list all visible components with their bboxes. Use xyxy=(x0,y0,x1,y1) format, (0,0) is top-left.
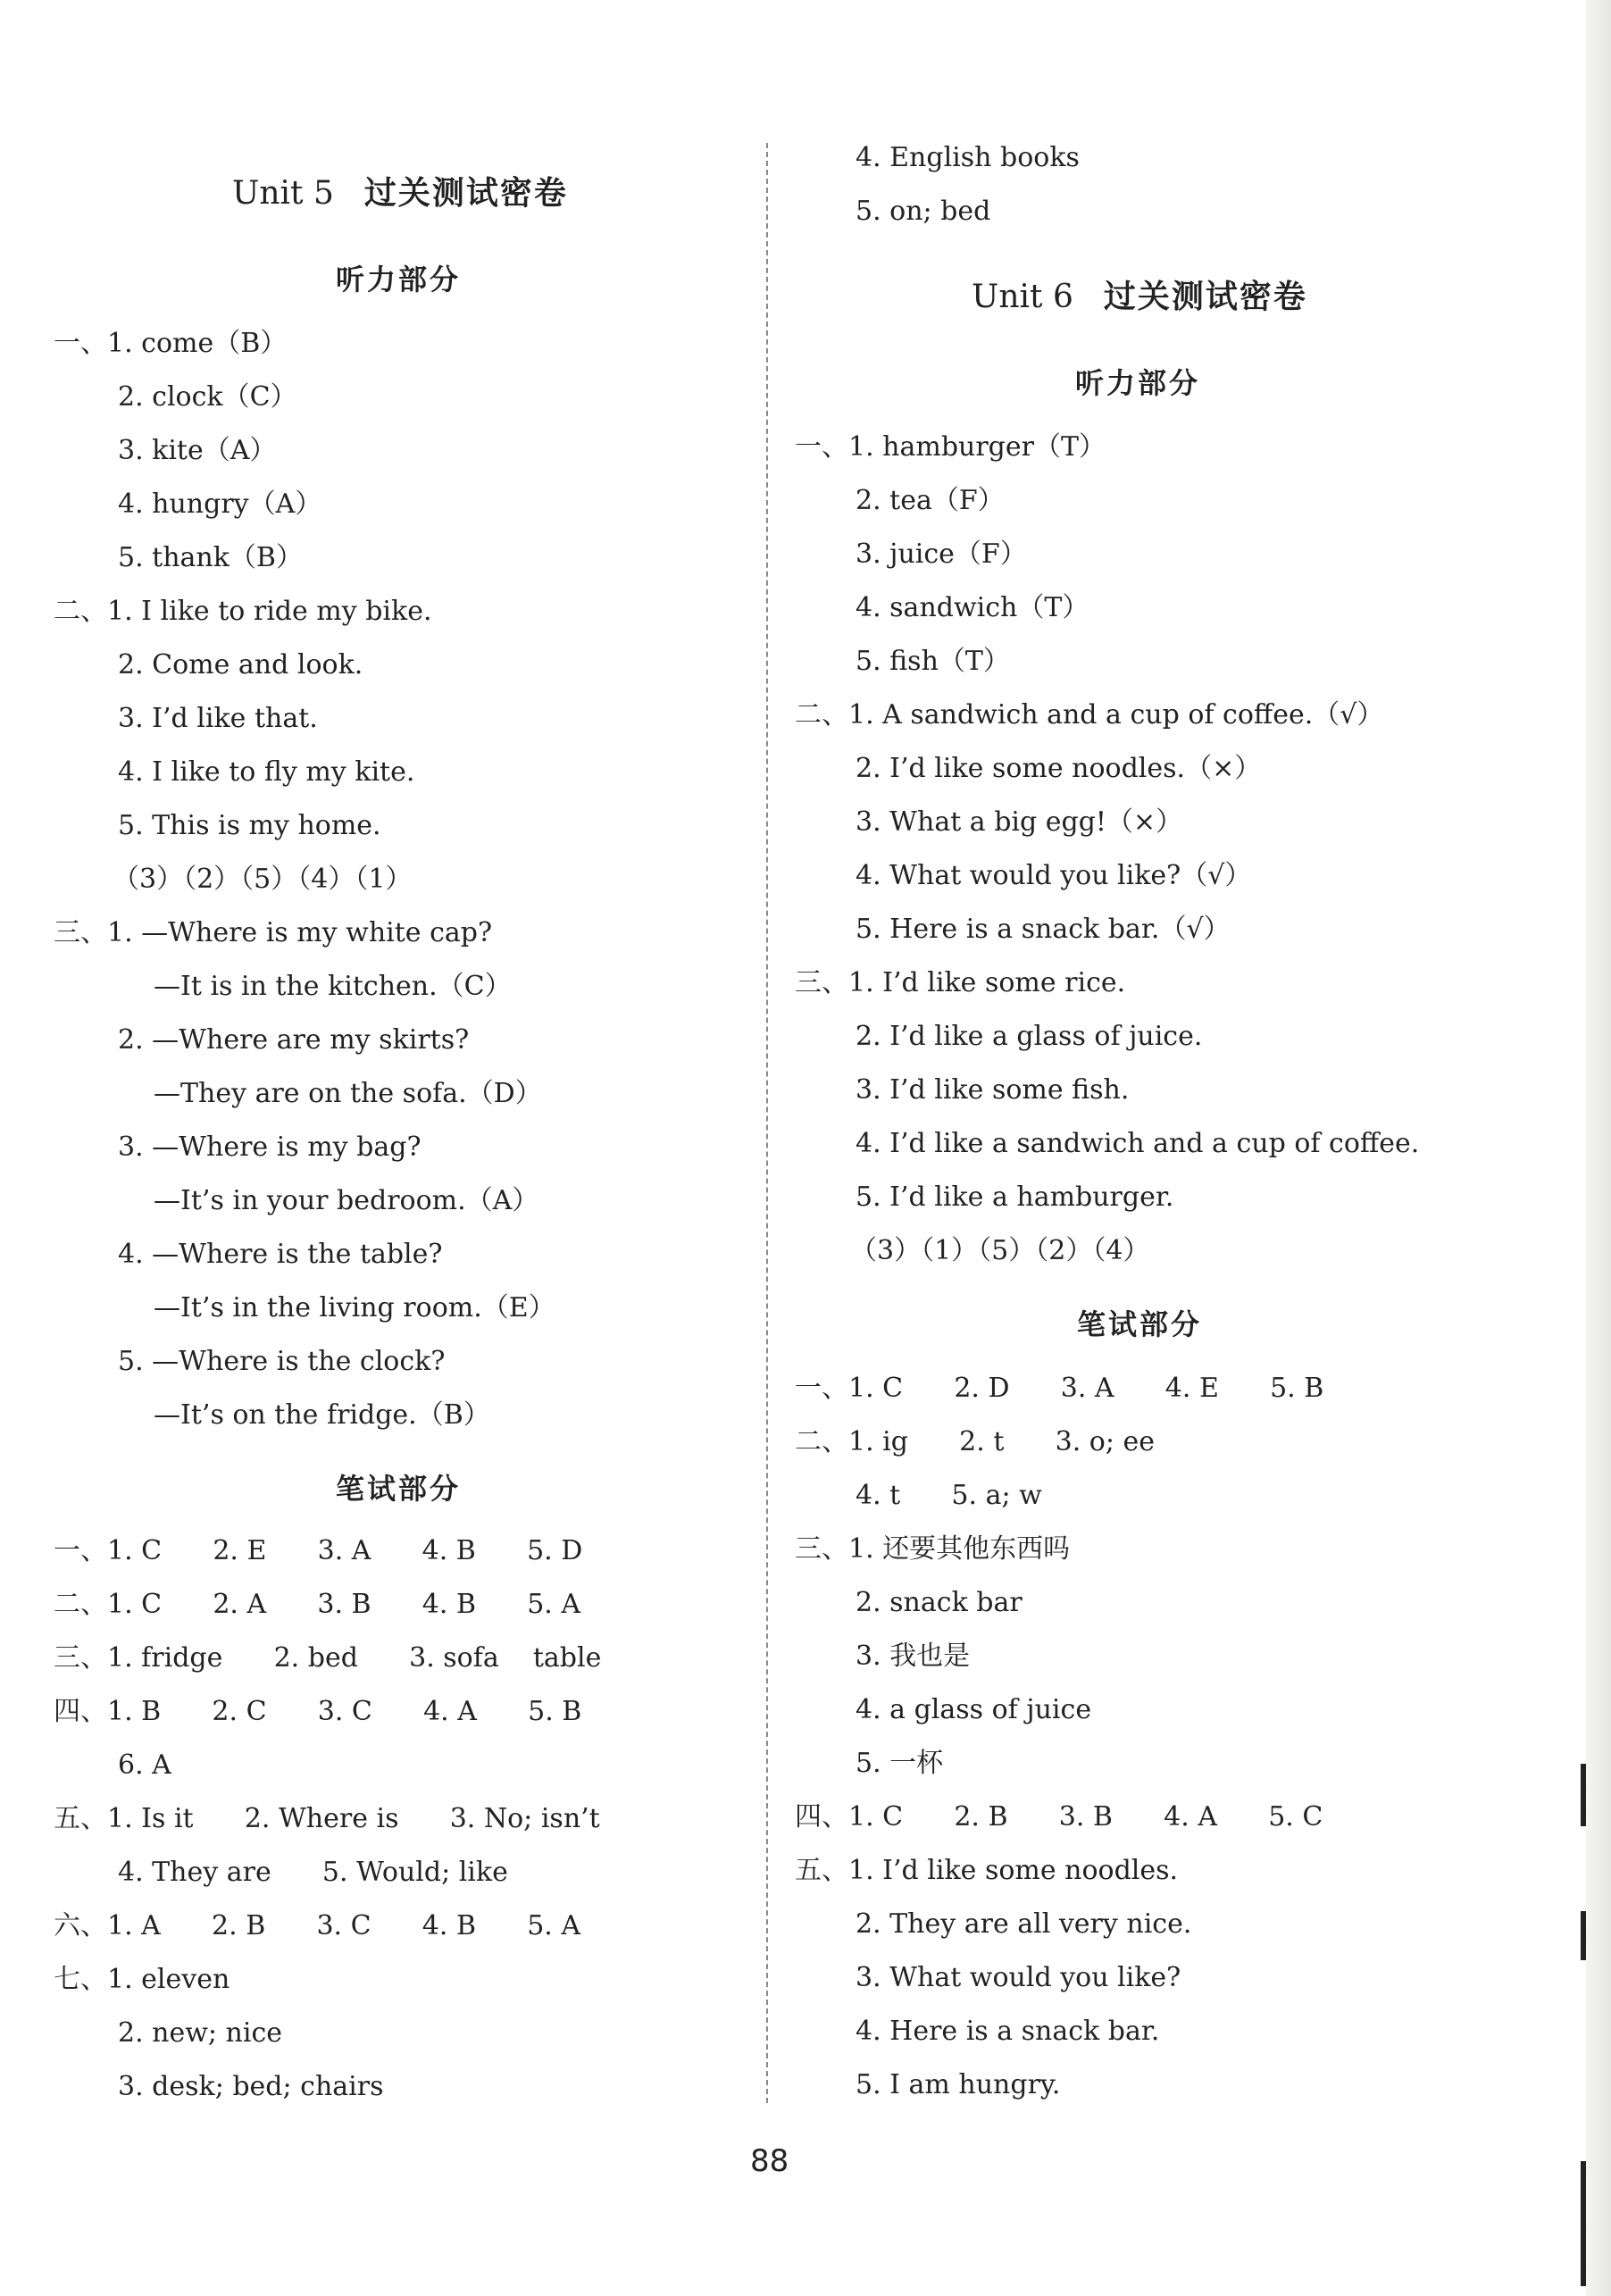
answer-line: 4. English books xyxy=(856,142,1080,173)
answer-line: 一、1. C 2. D 3. A 4. E 5. B xyxy=(795,1373,1324,1404)
unit-5-label: Unit 5 xyxy=(232,175,334,212)
answer-line: 4. What would you like?（√） xyxy=(856,860,1252,891)
answer-line: 3. kite（A） xyxy=(118,435,277,466)
unit-5-subtitle: 过关测试密卷 xyxy=(363,174,568,212)
answer-line: 五、1. Is it 2. Where is 3. No; isn’t xyxy=(54,1803,600,1834)
answer-line: 三、1. 还要其他东西吗 xyxy=(795,1533,1071,1565)
answer-line: 4. hungry（A） xyxy=(118,488,322,520)
unit-6-title xyxy=(972,271,1307,317)
answer-line: 四、1. B 2. C 3. C 4. A 5. B xyxy=(54,1696,582,1727)
column-divider xyxy=(766,143,768,2103)
answer-line: 三、1. I’d like some rice. xyxy=(795,967,1126,998)
answer-line: 一、1. C 2. E 3. A 4. B 5. D xyxy=(54,1535,583,1566)
answer-line: 二、1. C 2. A 3. B 4. B 5. A xyxy=(54,1589,581,1620)
answer-line: 4. a glass of juice xyxy=(856,1694,1092,1725)
answer-line: 二、1. A sandwich and a cup of coffee.（√） xyxy=(795,699,1384,731)
answer-line: 3. desk; bed; chairs xyxy=(118,2071,384,2102)
answer-line: 2. Come and look. xyxy=(118,649,363,680)
answer-line: 6. A xyxy=(118,1749,171,1781)
answer-line: —It is in the kitchen.（C） xyxy=(154,971,512,1002)
unit-6-written-heading: 笔试部分 xyxy=(1077,1307,1203,1341)
unit-6-label: Unit 6 xyxy=(972,279,1073,315)
answer-line: 5. I am hungry. xyxy=(856,2069,1061,2100)
answer-line: 3. 我也是 xyxy=(856,1641,971,1672)
edge-mark xyxy=(1581,1764,1586,1826)
answer-line: 5. Here is a snack bar.（√） xyxy=(856,914,1231,945)
answer-line: 5. 一杯 xyxy=(856,1748,944,1779)
unit-5-written-heading: 笔试部分 xyxy=(336,1472,462,1506)
answer-line: 4. I’d like a sandwich and a cup of coffee. xyxy=(856,1128,1420,1159)
answer-line: 4. —Where is the table? xyxy=(118,1239,443,1270)
answer-line: 六、1. A 2. B 3. C 4. B 5. A xyxy=(54,1910,581,1941)
answer-line: 4. t 5. a; w xyxy=(856,1480,1042,1511)
answer-line: 二、1. ig 2. t 3. o; ee xyxy=(795,1426,1155,1457)
answer-line: 2. new; nice xyxy=(118,2017,283,2049)
answer-line: 2. tea（F） xyxy=(856,485,1005,516)
edge-mark xyxy=(1581,1911,1586,1960)
answer-line: （3）（1）（5）（2）（4） xyxy=(850,1235,1150,1266)
answer-line: 二、1. I like to ride my bike. xyxy=(54,596,432,627)
answer-line: 3. What would you like? xyxy=(856,1962,1181,1993)
answer-line: 四、1. C 2. B 3. B 4. A 5. C xyxy=(795,1801,1323,1833)
answer-line: 2. —Where are my skirts? xyxy=(118,1024,470,1056)
answer-line: 三、1. —Where is my white cap? xyxy=(54,917,493,948)
page-edge-shadow xyxy=(1586,0,1611,2296)
answer-line: 2. They are all very nice. xyxy=(856,1908,1192,1940)
answer-line: 3. What a big egg!（×） xyxy=(856,806,1183,838)
answer-line: 2. I’d like a glass of juice. xyxy=(856,1021,1203,1052)
answer-line: —It’s in your bedroom.（A） xyxy=(154,1185,539,1216)
edge-mark xyxy=(1581,2161,1586,2286)
answer-line: 3. —Where is my bag? xyxy=(118,1131,422,1163)
answer-line: 4. I like to fly my kite. xyxy=(118,756,415,788)
answer-line: 5. on; bed xyxy=(856,196,991,227)
answer-line: 2. I’d like some noodles.（×） xyxy=(856,753,1262,784)
answer-line: 4. They are 5. Would; like xyxy=(118,1857,508,1888)
answer-line: —They are on the sofa.（D） xyxy=(154,1078,542,1109)
answer-line: 4. sandwich（T） xyxy=(856,592,1089,623)
answer-line: 一、1. hamburger（T） xyxy=(795,431,1106,463)
answer-line: 5. —Where is the clock? xyxy=(118,1346,446,1377)
unit-6-listening-heading: 听力部分 xyxy=(1075,366,1201,400)
answer-line: 3. I’d like some fish. xyxy=(856,1074,1130,1106)
answer-line: 五、1. I’d like some noodles. xyxy=(795,1855,1179,1886)
answer-line: 5. I’d like a hamburger. xyxy=(856,1181,1174,1213)
answer-line: 三、1. fridge 2. bed 3. sofa table xyxy=(54,1642,602,1674)
page-number: 88 xyxy=(750,2143,789,2179)
answer-line: 5. thank（B） xyxy=(118,542,303,573)
answer-line: 3. I’d like that. xyxy=(118,703,318,734)
unit-5-title xyxy=(232,168,568,213)
answer-line: 3. juice（F） xyxy=(856,539,1027,570)
answer-line: 2. clock（C） xyxy=(118,381,297,413)
answer-line: 一、1. come（B） xyxy=(54,328,288,359)
answer-line: 5. fish（T） xyxy=(856,646,1010,677)
answer-line: 5. This is my home. xyxy=(118,810,381,841)
answer-line: （3）（2）（5）（4）（1） xyxy=(113,864,413,895)
unit-5-listening-heading: 听力部分 xyxy=(336,263,462,296)
answer-line: 4. Here is a snack bar. xyxy=(856,2016,1160,2047)
answer-line: 七、1. eleven xyxy=(54,1964,230,1995)
answer-line: —It’s on the fridge.（B） xyxy=(154,1399,490,1431)
answer-line: —It’s in the living room.（E） xyxy=(154,1292,555,1323)
answer-line: 2. snack bar xyxy=(856,1587,1023,1618)
unit-6-subtitle: 过关测试密卷 xyxy=(1103,278,1307,315)
